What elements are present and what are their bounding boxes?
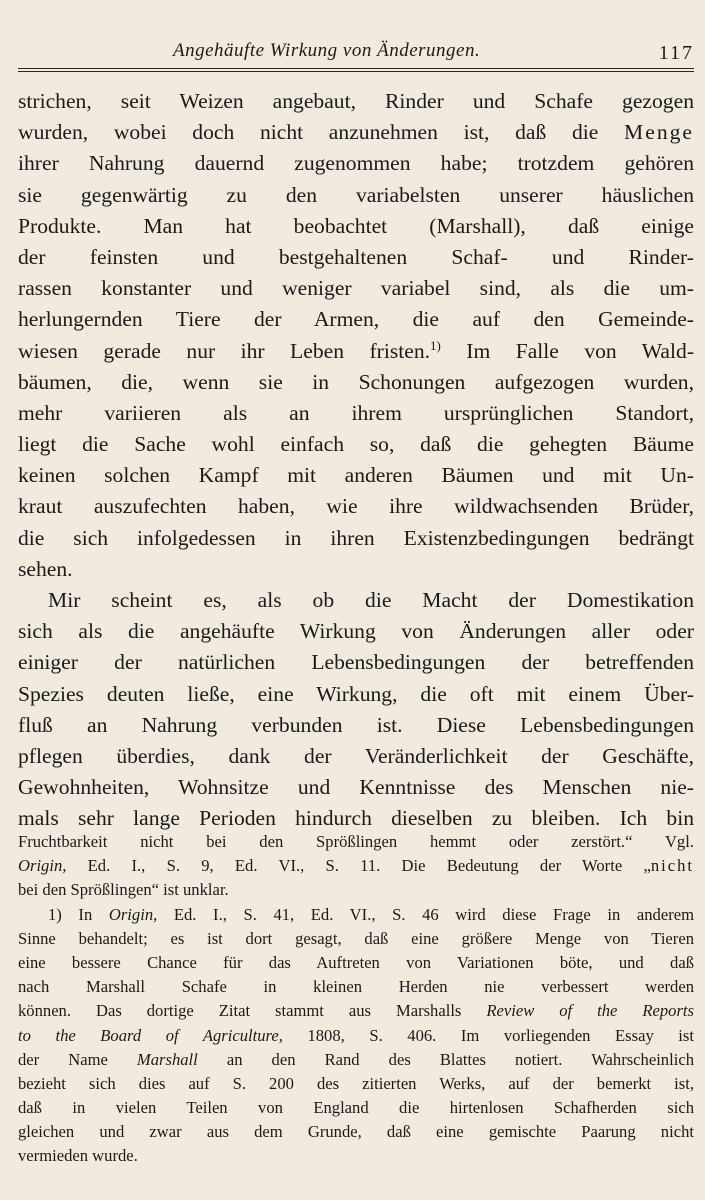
- italic-name: Marshall: [136, 1049, 198, 1069]
- footnote-line: daß in vielen Teilen von England die hirtenlosen Schafherden sich: [18, 1098, 694, 1118]
- text-line: rassen konstanter und weniger variabel sind, als die um-: [18, 276, 694, 301]
- text-line: Spezies deuten ließe, eine Wirkung, die oft mit einem Über-: [18, 681, 694, 706]
- text-line: der feinsten und bestgehaltenen Schaf- und Rinder-: [18, 244, 694, 269]
- text-line: bäumen, die, wenn sie in Schonungen aufgezogen wurden,: [18, 369, 694, 394]
- text-line: liegt die Sache wohl einfach so, daß die gehegten Bäume: [18, 432, 694, 457]
- footnote-line: 1) In Origin, Ed. I., S. 41, Ed. VI., S. 46 wird diese Frage in anderem: [48, 904, 694, 924]
- italic-title: to the Board of Agriculture,: [18, 1025, 283, 1045]
- text-line: kraut auszufechten haben, wie ihre wildwachsenden Brüder,: [18, 494, 694, 519]
- italic-title: Origin,: [18, 856, 67, 876]
- page-number: 117: [658, 42, 694, 64]
- text-line: keinen solchen Kampf mit anderen Bäumen und mit Un-: [18, 463, 694, 488]
- footnote-line: bezieht sich dies auf S. 200 des zitierten Werks, auf der bemerkt ist,: [18, 1073, 694, 1093]
- text-line: einiger der natürlichen Lebensbedingungen der betreffenden: [18, 650, 694, 675]
- page-header: [18, 40, 694, 68]
- emphasized-word: Menge: [624, 120, 694, 145]
- header-rule-double: [18, 71, 694, 72]
- main-text: [18, 86, 694, 835]
- running-title: Angehäufte Wirkung von Änderungen.: [173, 40, 481, 61]
- text-line: sie gegenwärtig zu den variabelsten unserer häuslichen: [18, 182, 694, 207]
- text-line: pflegen überdies, dank der Veränderlichkeit der Geschäfte,: [18, 743, 694, 768]
- footnote-line: eine bessere Chance für das Auftreten von Variationen böte, und daß: [18, 952, 694, 972]
- text-line: sich als die angehäufte Wirkung von Änderungen aller oder: [18, 619, 694, 644]
- footnote-line: Fruchtbarkeit nicht bei den Sprößlingen hemmt oder zerstört.“ Vgl.: [18, 832, 694, 851]
- footnote-line: nach Marshall Schafe in kleinen Herden nie verbessert werden: [18, 977, 694, 997]
- footnote-line: bei den Sprößlingen“ ist unklar.: [18, 880, 229, 900]
- footnote-line: Sinne behandelt; es ist dort gesagt, daß eine größere Menge von Tieren: [18, 928, 694, 948]
- text-line: mals sehr lange Perioden hindurch dieselben zu bleiben. Ich bin: [18, 806, 694, 831]
- footnote-line: Origin, Ed. I., S. 9, Ed. VI., S. 11. Die Bedeutung der Worte „nicht: [18, 856, 694, 876]
- text-line: wiesen gerade nur ihr Leben fristen.$^{1)}$ Im Falle von Wald-: [18, 337, 695, 363]
- footnote-marker: 1): [430, 337, 441, 353]
- text-line: die sich infolgedessen in ihren Existenzbedingungen bedrängt: [18, 525, 694, 550]
- footnote-line: können. Das dortige Zitat stammt aus Marshalls Review of the Reports: [18, 1001, 695, 1021]
- italic-title: Origin,: [108, 904, 158, 924]
- text-line: sehen.: [18, 556, 73, 581]
- text-line: herlungernden Tiere der Armen, die auf den Gemeinde-: [18, 307, 694, 332]
- text-line: mehr variieren als an ihrem ursprünglichen Standort,: [18, 400, 694, 425]
- text-line: Gewohnheiten, Wohnsitze und Kenntnisse des Menschen nie-: [18, 775, 694, 800]
- text-line: strichen, seit Weizen angebaut, Rinder und Schafe gezogen: [18, 89, 694, 113]
- text-line: wurden, wobei doch nicht anzunehmen ist, daß die Menge: [18, 120, 694, 145]
- text-line: fluß an Nahrung verbunden ist. Diese Lebensbedingungen: [18, 712, 694, 737]
- emphasized-word: nicht: [650, 856, 694, 876]
- footnote-line: der Name Marshall an den Rand des Blattes notiert. Wahrscheinlich: [18, 1049, 694, 1069]
- footnote-line: vermieden wurde.: [18, 1146, 138, 1166]
- header-rule: [18, 68, 694, 69]
- text-line: ihrer Nahrung dauernd zugenommen habe; trotzdem gehören: [18, 151, 694, 176]
- footnotes: [18, 830, 694, 1169]
- footnote-line: gleichen und zwar aus dem Grunde, daß eine gemischte Paarung nicht: [18, 1122, 694, 1142]
- text-line: Produkte. Man hat beobachtet (Marshall), daß einige: [18, 213, 694, 238]
- text-line: Mir scheint es, als ob die Macht der Domestikation: [48, 588, 694, 612]
- italic-title: Review of the Reports: [486, 1001, 695, 1021]
- footnote-line: to the Board of Agriculture, 1808, S. 406. Im vorliegenden Essay ist: [18, 1025, 694, 1045]
